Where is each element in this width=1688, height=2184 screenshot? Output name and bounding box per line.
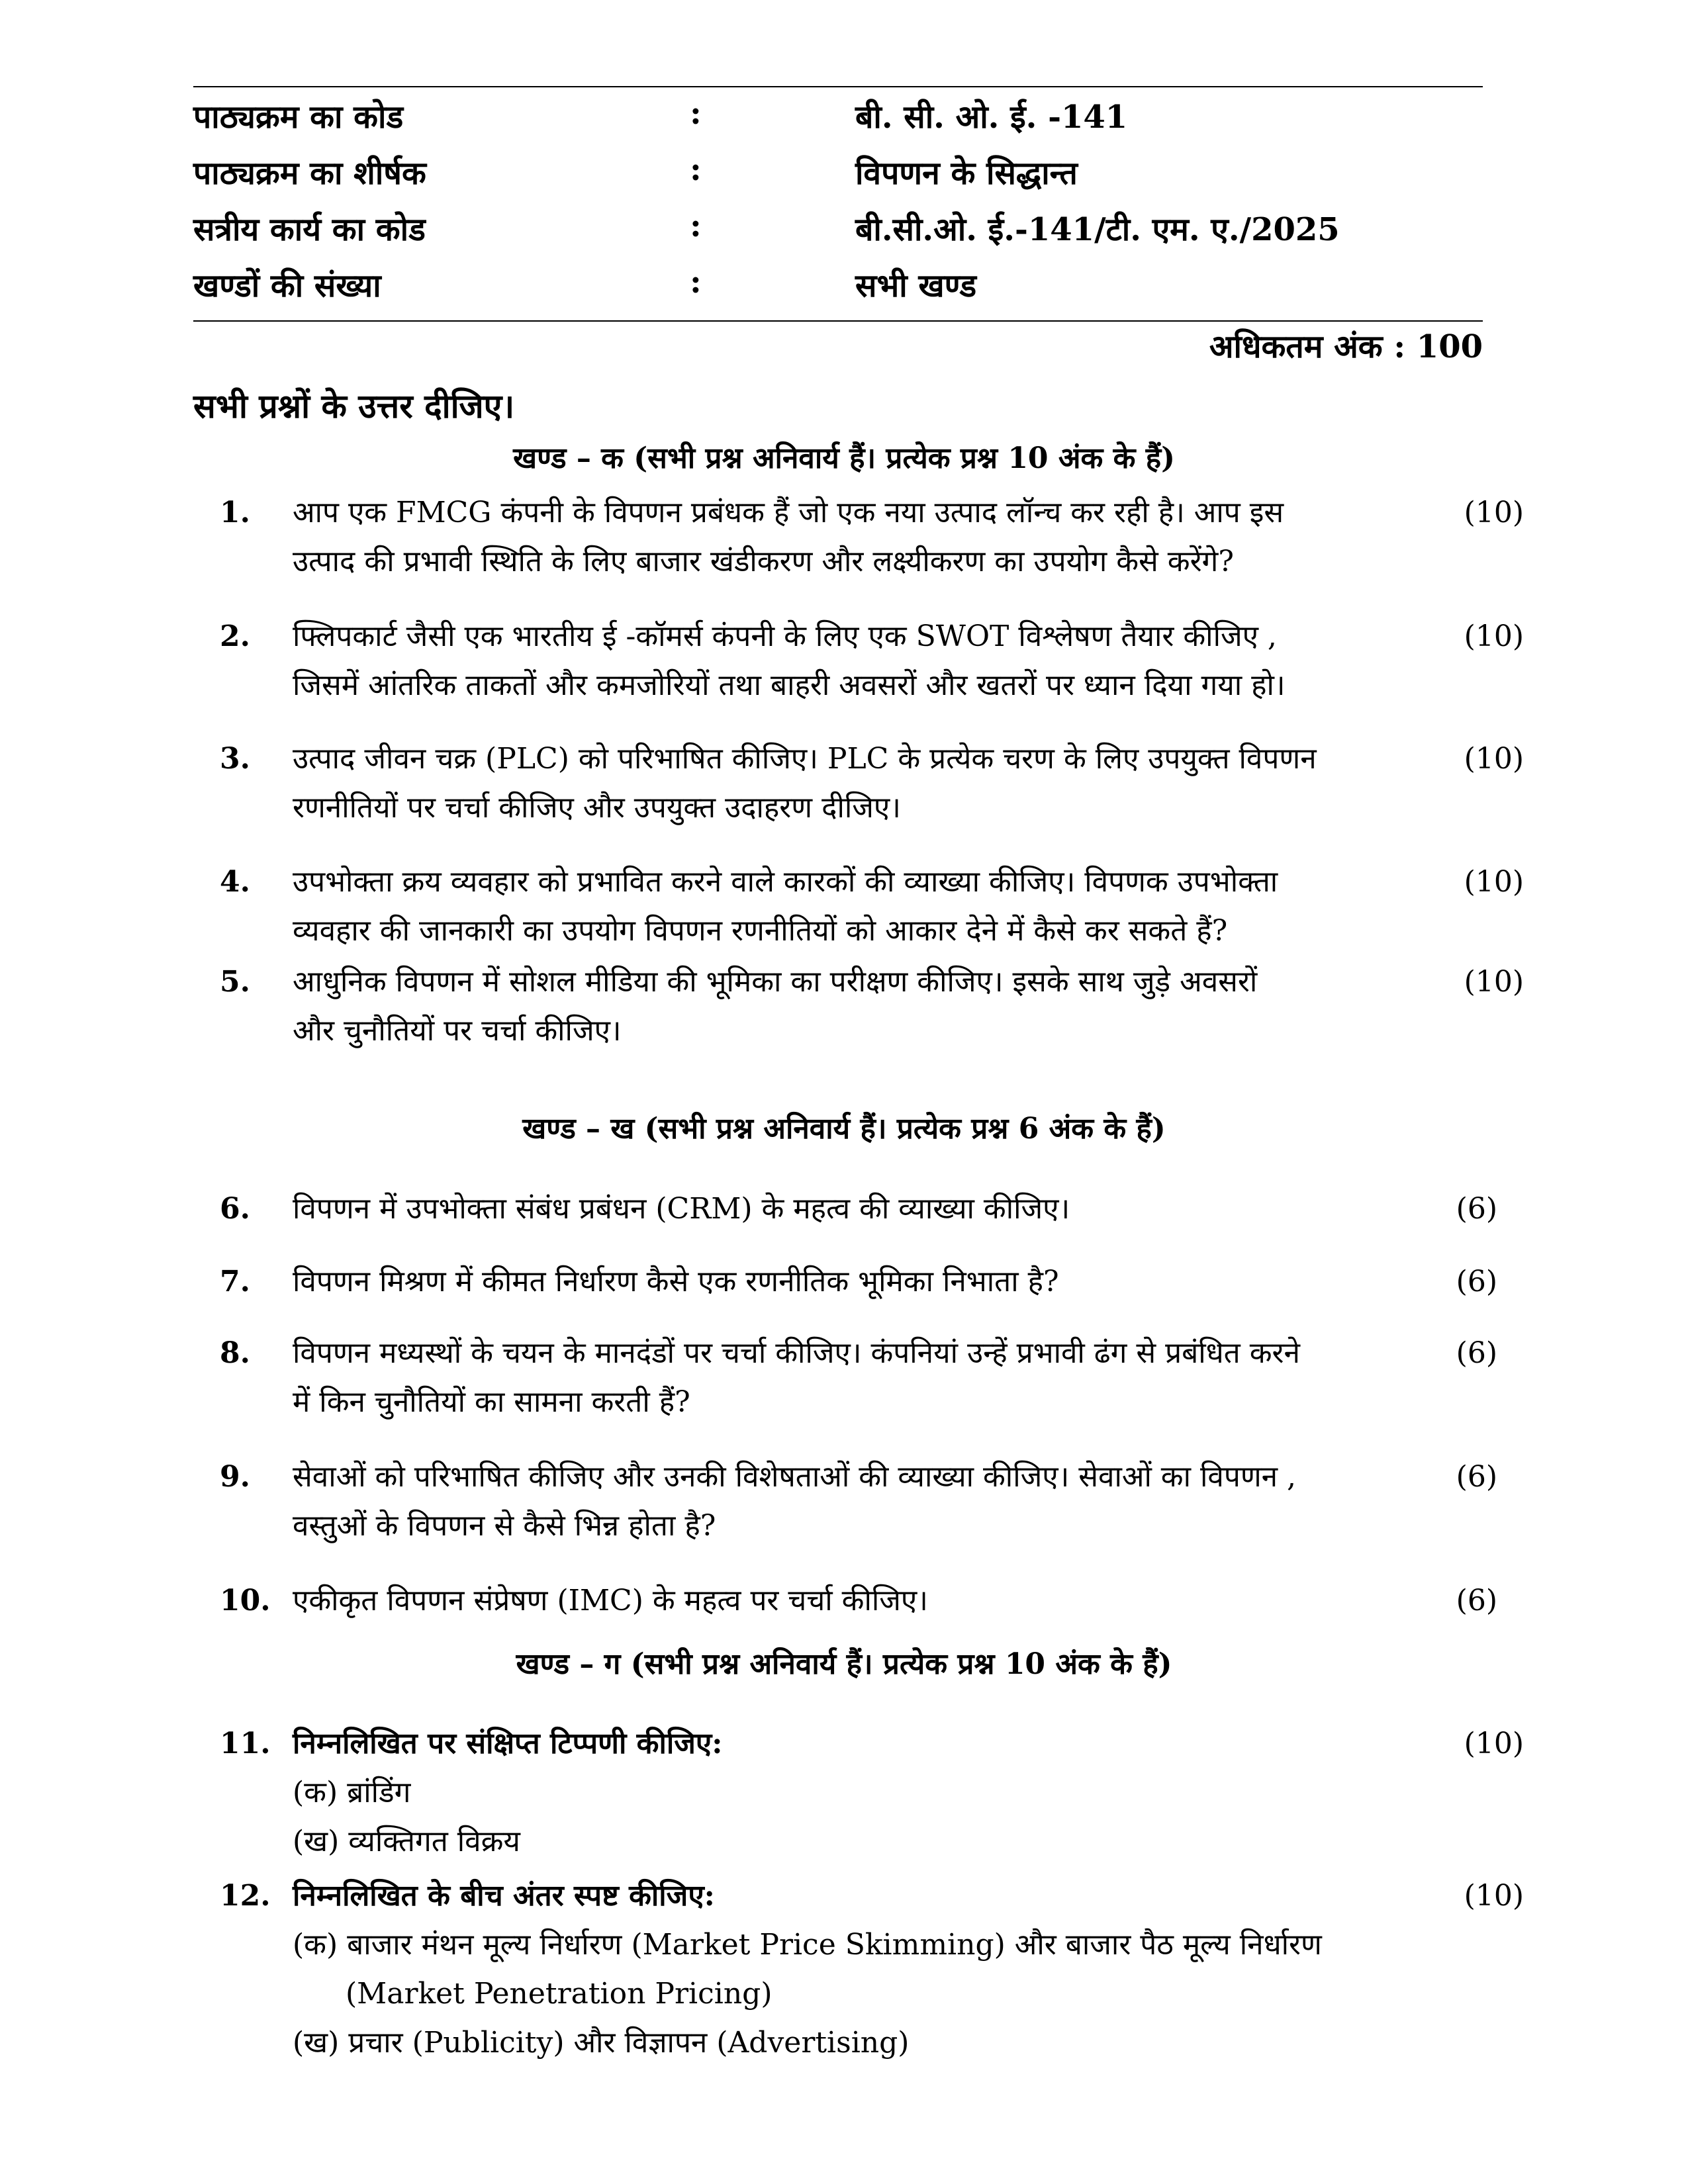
header-label: खण्डों की संख्या (193, 267, 381, 304)
header-label: सत्रीय कार्य का कोड (193, 211, 426, 248)
header-row-course-title (193, 151, 1483, 204)
question-text: रणनीतियों पर चर्चा कीजिए और उपयुक्त उदाहरण दीजिए। (293, 791, 901, 825)
header-row-block-count (193, 263, 1483, 316)
question-marks: (10) (1464, 742, 1524, 776)
question-number: 6. (220, 1192, 250, 1226)
question-text: सेवाओं को परिभाषित कीजिए और उनकी विशेषताओं की व्याख्या कीजिए। सेवाओं का विपणन , (293, 1460, 1297, 1494)
question-marks: (6) (1456, 1336, 1497, 1370)
question-marks: (6) (1456, 1192, 1497, 1226)
question-text: फ्लिपकार्ट जैसी एक भारतीय ई -कॉमर्स कंपनी के लिए एक SWOT विश्लेषण तैयार कीजिए , (293, 619, 1277, 653)
question-marks: (10) (1464, 965, 1524, 999)
max-marks: अधिकतम अंक : 100 (1209, 328, 1483, 365)
question-number: 10. (220, 1584, 271, 1617)
question-text: विपणन मिश्रण में कीमत निर्धारण कैसे एक रणनीतिक भूमिका निभाता है? (293, 1265, 1059, 1298)
question-marks: (10) (1464, 619, 1524, 653)
header-value: बी. सी. ओ. ई. -141 (855, 99, 1128, 136)
question-text: निम्नलिखित पर संक्षिप्त टिप्पणी कीजिए: (293, 1727, 723, 1760)
section-a-title: खण्ड – क (सभी प्रश्न अनिवार्य हैं। प्रत्येक प्रश्न 10 अंक के हैं) (513, 441, 1175, 475)
question-number: 11. (220, 1727, 271, 1760)
question-marks: (6) (1456, 1265, 1497, 1298)
question-marks: (10) (1464, 865, 1524, 899)
sub-item: (ख) प्रचार (Publicity) और विज्ञापन (Advertising) (293, 2026, 910, 2060)
question-marks: (10) (1464, 1727, 1524, 1760)
header-value: सभी खण्ड (855, 267, 977, 304)
question-marks: (6) (1456, 1584, 1497, 1617)
question-text: निम्नलिखित के बीच अंतर स्पष्ट कीजिए: (293, 1879, 715, 1913)
header-colon: : (690, 95, 702, 132)
section-c-title: खण्ड – ग (सभी प्रश्न अनिवार्य हैं। प्रत्येक प्रश्न 10 अंक के हैं) (516, 1647, 1172, 1681)
question-text: आप एक FMCG कंपनी के विपणन प्रबंधक हैं जो एक नया उत्पाद लॉन्च कर रही है। आप इस (293, 496, 1284, 529)
question-number: 8. (220, 1336, 250, 1370)
question-number: 4. (220, 865, 250, 899)
header-row-course-code (193, 95, 1483, 148)
question-text: उत्पाद जीवन चक्र (PLC) को परिभाषित कीजिए। PLC के प्रत्येक चरण के लिए उपयुक्त विपणन (293, 742, 1317, 776)
question-text: उत्पाद की प्रभावी स्थिति के लिए बाजार खंडीकरण और लक्ष्यीकरण का उपयोग कैसे करेंगे? (293, 545, 1234, 578)
sub-item: (क) ब्रांडिंग (293, 1776, 411, 1809)
question-text: एकीकृत विपणन संप्रेषण (IMC) के महत्व पर चर्चा कीजिए। (293, 1584, 928, 1617)
sub-item: (क) बाजार मंथन मूल्य निर्धारण (Market Price Skimming) और बाजार पैठ मूल्य निर्धारण (293, 1928, 1322, 1962)
header-label: पाठ्यक्रम का कोड (193, 99, 404, 136)
header-bottom-rule (193, 320, 1483, 322)
header-colon: : (690, 207, 702, 244)
question-text: आधुनिक विपणन में सोशल मीडिया की भूमिका का परीक्षण कीजिए। इसके साथ जुड़े अवसरों (293, 965, 1258, 999)
question-number: 9. (220, 1460, 250, 1494)
instruction: सभी प्रश्नों के उत्तर दीजिए। (193, 387, 515, 426)
question-text: व्यवहार की जानकारी का उपयोग विपणन रणनीतियों को आकार देने में कैसे कर सकते हैं? (293, 914, 1228, 948)
question-text: उपभोक्ता क्रय व्यवहार को प्रभावित करने वाले कारकों की व्याख्या कीजिए। विपणक उपभोक्ता (293, 865, 1278, 899)
sub-item: (Market Penetration Pricing) (346, 1977, 773, 2011)
question-text: विपणन मध्यस्थों के चयन के मानदंडों पर चर्चा कीजिए। कंपनियां उन्हें प्रभावी ढंग से प्रबंधित करने (293, 1336, 1300, 1370)
question-number: 2. (220, 619, 250, 653)
question-text: और चुनौतियों पर चर्चा कीजिए। (293, 1014, 622, 1048)
question-text: जिसमें आंतरिक ताकतों और कमजोरियों तथा बाहरी अवसरों और खतरों पर ध्यान दिया गया हो। (293, 668, 1286, 702)
header-value: विपणन के सिद्धान्त (855, 155, 1078, 192)
question-text: में किन चुनौतियों का सामना करती हैं? (293, 1385, 690, 1419)
question-number: 3. (220, 742, 250, 776)
question-marks: (10) (1464, 496, 1524, 529)
sub-item: (ख) व्यक्तिगत विक्रय (293, 1825, 520, 1858)
header-row-assignment-code (193, 207, 1483, 260)
question-marks: (6) (1456, 1460, 1497, 1494)
question-number: 12. (220, 1879, 271, 1913)
question-number: 1. (220, 496, 250, 529)
question-number: 7. (220, 1265, 250, 1298)
question-marks: (10) (1464, 1879, 1524, 1913)
header-value: बी.सी.ओ. ई.-141/टी. एम. ए./2025 (855, 211, 1340, 248)
section-b-title: खण्ड – ख (सभी प्रश्न अनिवार्य हैं। प्रत्येक प्रश्न 6 अंक के हैं) (522, 1112, 1166, 1146)
header-top-rule (193, 86, 1483, 87)
question-number: 5. (220, 965, 250, 999)
header-label: पाठ्यक्रम का शीर्षक (193, 155, 426, 192)
question-text: वस्तुओं के विपणन से कैसे भिन्न होता है? (293, 1509, 716, 1543)
question-text: विपणन में उपभोक्ता संबंध प्रबंधन (CRM) के महत्व की व्याख्या कीजिए। (293, 1192, 1070, 1226)
header-colon: : (690, 263, 702, 300)
header-colon: : (690, 151, 702, 188)
